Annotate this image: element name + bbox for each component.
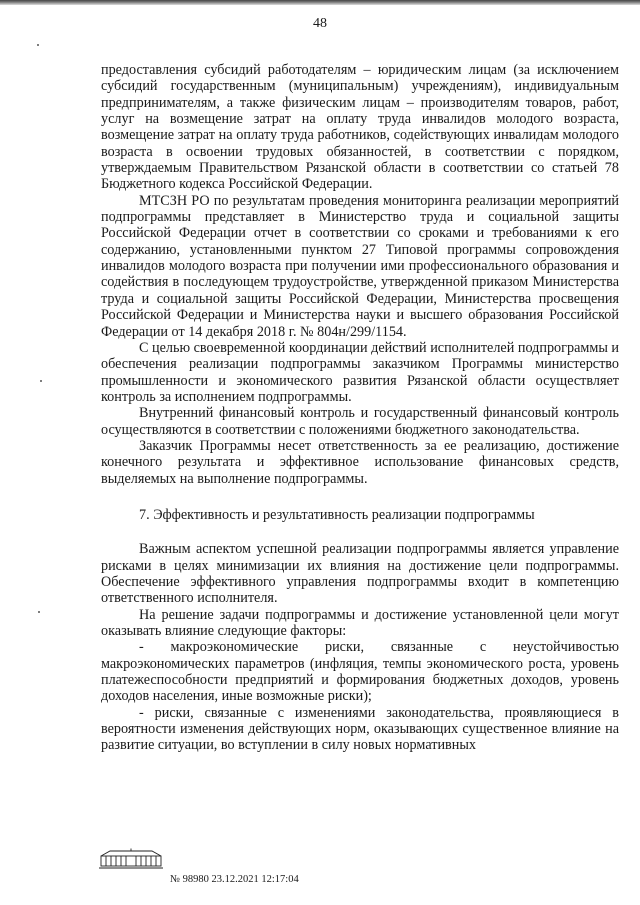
- paragraph: Заказчик Программы несет ответственность за ее реализацию, достижение конечного результата и эффективное использование финансовых средств, выделяемых на выполнение подпрограммы.: [101, 437, 619, 487]
- paragraph: МТСЗН РО по результатам проведения мониторинга реализации мероприятий подпрограммы представляет в Министерство труда и социальной защиты Российской Федерации отчет в соответствии со сроками и требованиями к его содержанию, установленными пунктом 27 Типовой программы сопровождения инвалидов молодого возраста при получении ими профессионального образования и содействия в последующем трудоустройстве, утвержденной приказом Министерства труда и социальной защиты Российской Федерации, Министерства просвещения Российской Федерации и Министерства науки и высшего образования Российской Федерации от 14 декабря 2018 г. № 804н/299/1154.: [101, 192, 619, 340]
- registry-building-stamp-icon: [98, 848, 164, 870]
- scan-speck: [40, 380, 42, 382]
- scan-speck: [37, 44, 39, 46]
- paragraphs-block-2: [101, 541, 619, 753]
- scan-speck: [38, 611, 40, 613]
- registration-stamp: № 98980 23.12.2021 12:17:04: [170, 874, 299, 885]
- document-footer: [98, 848, 398, 893]
- section-heading: 7. Эффективность и результативность реализации подпрограммы: [139, 506, 535, 523]
- page-number: 48: [313, 16, 327, 31]
- paragraph: Внутренний финансовый контроль и государственный финансовый контроль осуществляются в соответствии с положениями бюджетного законодательства.: [101, 405, 619, 438]
- document-body: [101, 62, 619, 754]
- paragraph: - риски, связанные с изменениями законодательства, проявляющиеся в вероятности изменения действующих норм, оказывающих существенное влияние на развитие ситуации, во вступлении в силу новых нормативных: [101, 704, 619, 754]
- paragraph: С целью своевременной координации действий исполнителей подпрограммы и обеспечения реализации подпрограммы заказчиком Программы министерство промышленности и экономического развития Рязанской области осуществляет контроль за исполнением подпрограммы.: [101, 339, 619, 405]
- scan-edge: [0, 0, 640, 5]
- paragraph: Важным аспектом успешной реализации подпрограммы является управление рисками в целях минимизации их влияния на достижение цели подпрограммы. Обеспечение эффективного управления подпрограммы входит в компетенцию ответственного исполнителя.: [101, 541, 619, 607]
- paragraph: - макроэкономические риски, связанные с неустойчивостью макроэкономических параметров (инфляция, темпы экономического роста, уровень платежеспособности предприятий и формирования бюджетных доходов, уровень доходов населения, иные возможные риски);: [101, 639, 619, 705]
- paragraph: На решение задачи подпрограммы и достижение установленной цели могут оказывать влияние следующие факторы:: [101, 606, 619, 639]
- paragraphs-block-1: [101, 62, 619, 487]
- paragraph: предоставления субсидий работодателям – юридическим лицам (за исключением субсидий государственным (муниципальным) учреждениям), индивидуальным предпринимателям, а также физическим лицам – производителям товаров, работ, услуг на возмещение затрат на оплату труда инвалидов молодого возраста, возмещение затрат на оплату труда работников, содействующих инвалидам молодого возраста в освоении трудовых обязанностей, в соответствии с порядком, утверждаемым Правительством Рязанской области в соответствии со статьей 78 Бюджетного кодекса Российской Федерации.: [101, 62, 619, 193]
